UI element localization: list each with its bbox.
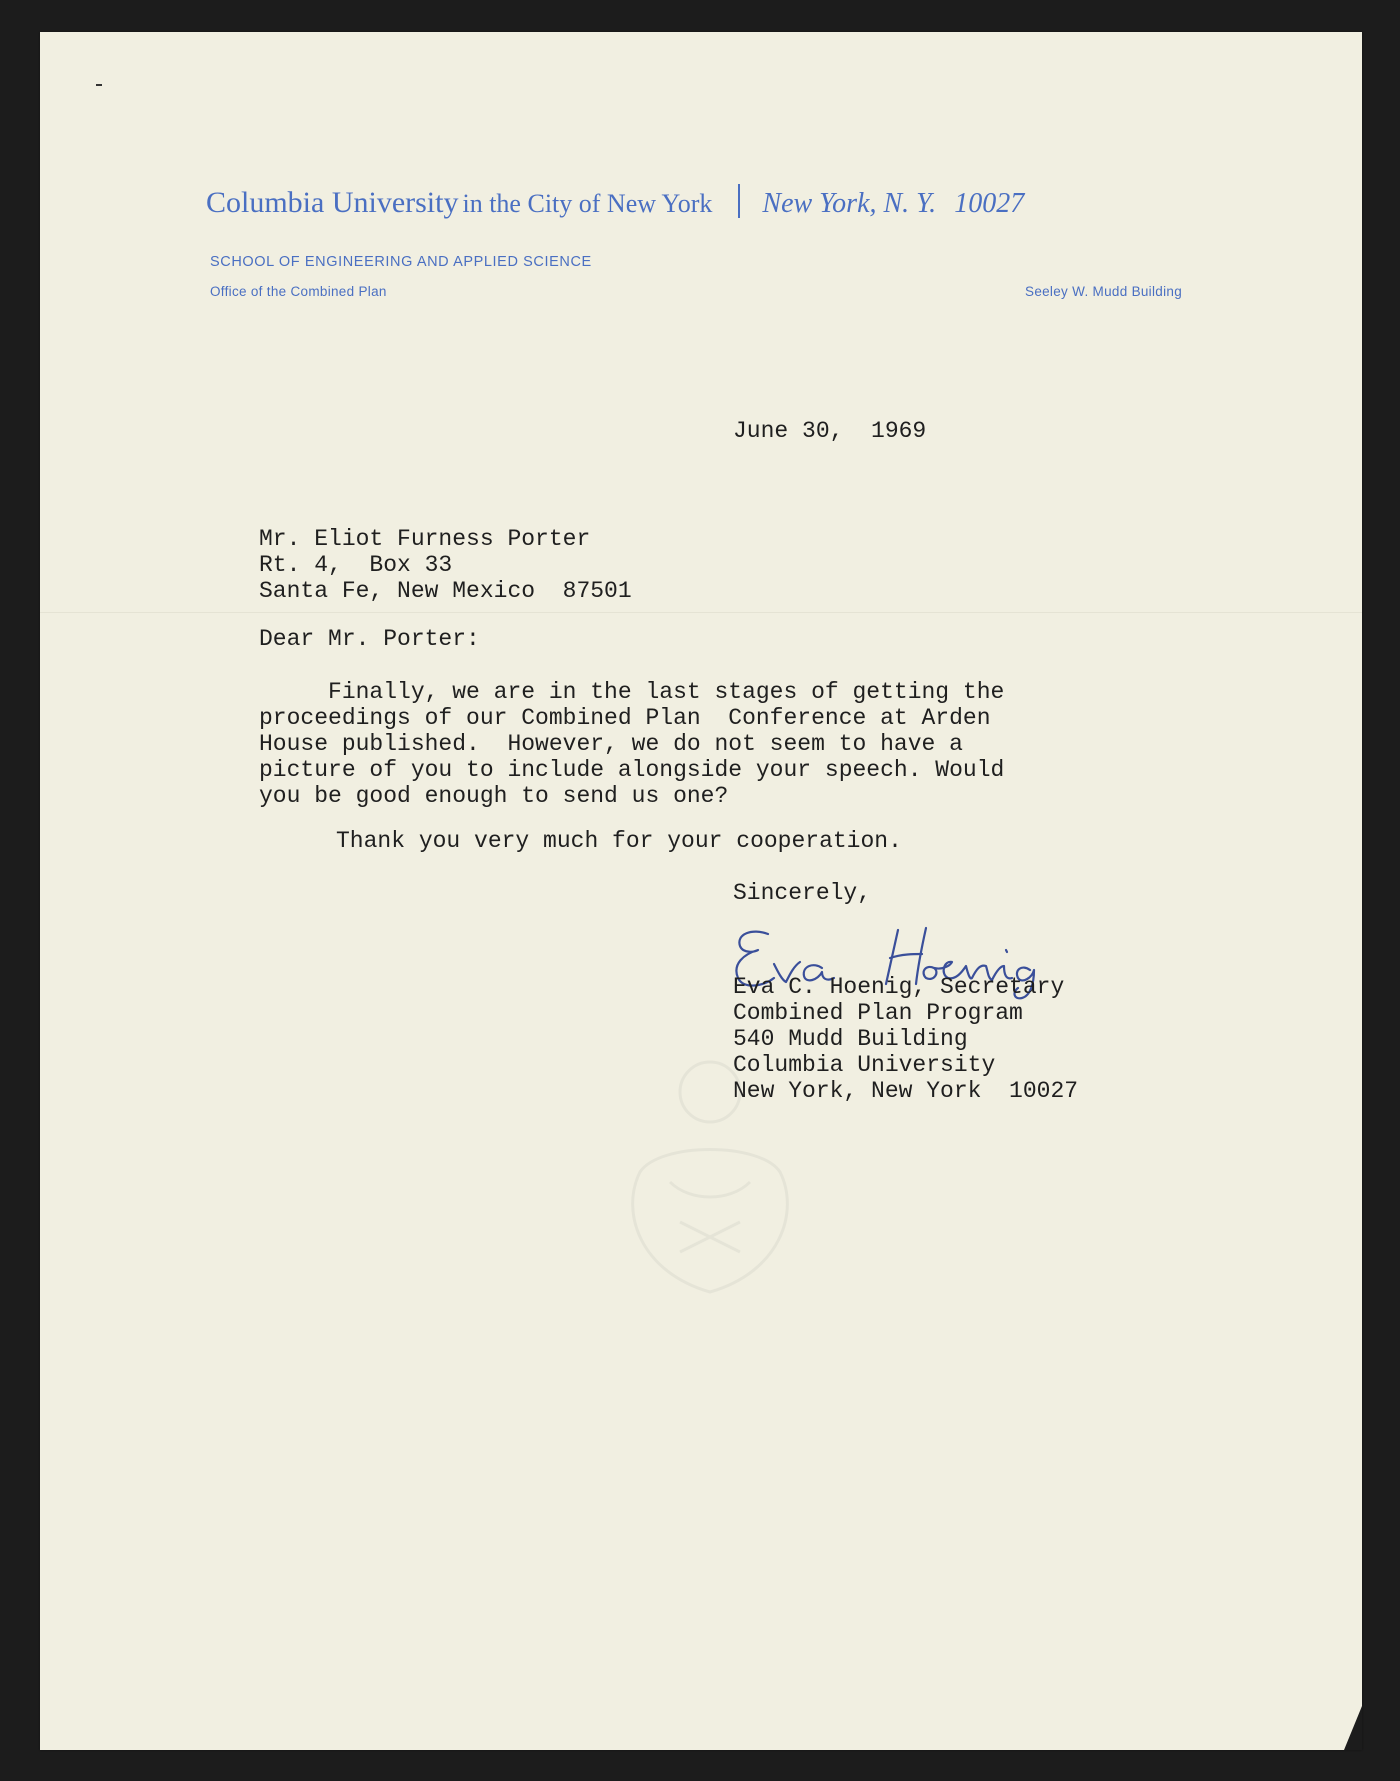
- letterhead-zip: 10027: [954, 188, 1025, 219]
- stray-mark: [96, 84, 102, 86]
- body-line: Finally, we are in the last stages of getting the: [259, 679, 1005, 705]
- salutation: Dear Mr. Porter:: [259, 626, 480, 652]
- body-line: House published. However, we do not seem to have a: [259, 731, 963, 757]
- body-paragraph: [259, 679, 1004, 809]
- university-name: Columbia University: [206, 186, 459, 219]
- sig-line: Eva C. Hoenig, Secretary: [733, 974, 1065, 1000]
- sig-line: 540 Mudd Building: [733, 1026, 968, 1052]
- closing: Sincerely,: [733, 880, 872, 906]
- letter-date: June 30, 1969: [733, 418, 927, 444]
- address-line: Mr. Eliot Furness Porter: [259, 526, 591, 552]
- letterhead-title: [206, 184, 1024, 218]
- thanks-line: Thank you very much for your cooperation.: [336, 828, 902, 854]
- body-line: picture of you to include alongside your speech. Would: [259, 757, 1005, 783]
- watermark-seal: [560, 1052, 860, 1312]
- address-line: Santa Fe, New Mexico 87501: [259, 578, 632, 604]
- letterhead-divider: [738, 184, 740, 218]
- recipient-address: [259, 526, 632, 604]
- letterhead-building: Seeley W. Mudd Building: [1025, 284, 1182, 299]
- sig-line: Columbia University: [733, 1052, 996, 1078]
- university-suffix: in the City of New York: [462, 189, 713, 218]
- letterhead-city: New York, N. Y.: [762, 188, 937, 219]
- body-line: you be good enough to send us one?: [259, 783, 729, 809]
- page-corner: [1344, 1706, 1362, 1750]
- address-line: Rt. 4, Box 33: [259, 552, 453, 578]
- letterhead-office: Office of the Combined Plan: [210, 284, 387, 299]
- fold-line: [40, 612, 1362, 613]
- sig-line: New York, New York 10027: [733, 1078, 1079, 1104]
- sig-line: Combined Plan Program: [733, 1000, 1023, 1026]
- letter-page: [40, 32, 1362, 1750]
- body-line: proceedings of our Combined Plan Conference at Arden: [259, 705, 991, 731]
- letterhead-school: SCHOOL OF ENGINEERING AND APPLIED SCIENCE: [210, 254, 592, 270]
